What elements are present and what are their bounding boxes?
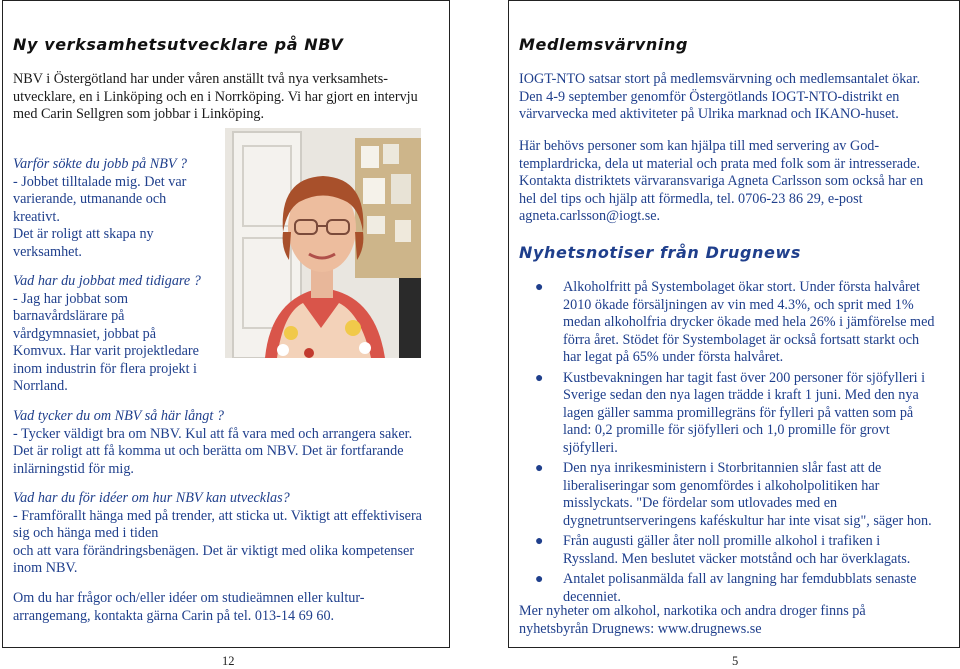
answer-line: inlärningstid för mig. <box>13 460 134 477</box>
answer-line: verksamhet. <box>13 243 82 260</box>
paragraph-line: agneta.carlsson@iogt.se. <box>519 208 661 224</box>
answer-line: varierande, utmanande och <box>13 191 167 207</box>
answer-line: - Tycker väldigt bra om NBV. Kul att få vara med och arrangera saker. <box>13 425 413 442</box>
news-line: Kustbevakningen har tagit fast över 200 personer för sjöfylleri i <box>563 369 926 386</box>
answer-line: inom NBV. <box>13 560 78 576</box>
interview-qa-2 <box>13 273 201 396</box>
paragraph-line: Den 4-9 september genomför Östergötlands IOGT-NTO-distrikt en <box>519 88 900 105</box>
news-line: dygnetruntserveringens kaféskultur har inte visat sig", säger hon. <box>563 512 932 529</box>
paragraph-line: hel del tips och hjälp att förmedla, tel. 0706-23 86 29, e-post <box>519 190 863 207</box>
bullet-icon: ● <box>535 461 544 476</box>
portrait-photo <box>225 128 421 358</box>
news-line: 2010 ökade försäljningen av vin med 4.3%, och sprit med 1% <box>563 296 914 313</box>
answer-line: kreativt. <box>13 208 60 225</box>
page-number-right: 5 <box>732 654 739 668</box>
closing-line: nyhetsbyrån Drugnews: www.drugnews.se <box>519 620 762 637</box>
membership-paragraph-1 <box>519 71 920 124</box>
paragraph-line: templardricka, dela ut material och prata med folk som är intresserade. <box>519 155 921 172</box>
news-line: Den nya inrikesministern i Storbritannien slår fast att de <box>563 460 882 476</box>
news-line: Sverige sedan den nya lagen trädde i kraft 1 juni. Med den nya <box>563 387 919 403</box>
contact-line: Om du har frågor och/eller idéer om studieämnen eller kultur- <box>13 590 365 606</box>
intro-text <box>13 71 418 124</box>
section-heading-drugnews: Nyhetsnotiser från Drugnews <box>519 243 801 262</box>
news-line: liberaliseringar som genomfördes i alkoholpolitiken har <box>563 477 880 494</box>
news-line: Från augusti gäller åter noll promille alkohol i trafiken i <box>563 533 881 549</box>
paragraph-line: Här behövs personer som kan hjälpa till med servering av God- <box>519 138 880 154</box>
closing-line: Mer nyheter om alkohol, narkotika och andra droger finns på <box>519 603 866 619</box>
answer-line: vårdgymnasiet, jobbat på <box>13 325 157 342</box>
contact-note <box>13 590 365 625</box>
answer-line: Komvux. Har varit projektledare <box>13 343 199 359</box>
question: Varför sökte du jobb på NBV ? <box>13 156 187 172</box>
intro-line: NBV i Östergötland har under våren anställt två nya verksamhets- <box>13 71 388 87</box>
left-page <box>2 0 450 648</box>
news-line: har legat på 65% under första halvåret. <box>563 349 784 365</box>
article-heading: Ny verksamhetsutvecklare på NBV <box>13 35 344 54</box>
news-item <box>535 460 955 530</box>
answer-line: - Framförallt hänga med på trender, att sticka ut. Viktigt att effektivisera <box>13 507 422 524</box>
news-list <box>535 279 955 609</box>
news-line: misslyckats. "De fördelar som utlovades med en <box>563 495 838 511</box>
answer-line: sig och hänga med i tiden <box>13 525 159 541</box>
answer-line: Det är roligt att skapa ny <box>13 226 154 242</box>
paragraph-line: IOGT-NTO satsar stort på medlemsvärvning och medlemsantalet ökar. <box>519 71 921 87</box>
news-line: Alkoholfritt på Systembolaget ökar stort. Under första halvåret <box>563 279 920 295</box>
news-line: Ryssland. Men beslutet väcker motstånd och har överklagats. <box>563 550 911 567</box>
news-item <box>535 533 955 568</box>
answer-line: - Jag har jobbat som <box>13 290 129 307</box>
contact-line: arrangemang, kontakta gärna Carin på tel. 013-14 69 60. <box>13 607 335 624</box>
right-page <box>508 0 960 648</box>
question: Vad har du jobbat med tidigare ? <box>13 273 201 289</box>
news-item <box>535 571 955 606</box>
answer-line: inom industrin för flera projekt i <box>13 360 198 377</box>
paragraph-line: värvarvecka med aktiviteter på Ulrika marknad och IKANO-huset. <box>519 106 899 122</box>
question: Vad har du för idéer om hur NBV kan utvecklas? <box>13 490 290 506</box>
bullet-icon: ● <box>535 370 544 386</box>
interview-qa-1 <box>13 156 187 261</box>
bullet-icon: ● <box>535 280 544 295</box>
page-number-left: 12 <box>222 654 235 668</box>
answer-line: Norrland. <box>13 378 68 394</box>
section-heading-membership: Medlemsvärvning <box>519 35 689 54</box>
news-line: decenniet. <box>563 588 621 605</box>
answer-line: - Jobbet tilltalade mig. Det var <box>13 173 187 190</box>
news-line: förra året. Stödet för Systembolaget är också fortsatt starkt och <box>563 331 920 348</box>
news-line: lagen gäller samma promillegräns för fylleri på vatten som på <box>563 404 914 421</box>
bullet-icon: ● <box>535 534 544 549</box>
interview-qa-3 <box>13 408 412 478</box>
question: Vad tycker du om NBV så här långt ? <box>13 408 224 424</box>
news-line: land: 0,2 promille för sjöfylleri och 1,0 promille för grovt <box>563 422 890 438</box>
membership-paragraph-2 <box>519 138 923 226</box>
answer-line: Det är roligt att få komma ut och berätta om NBV. Det är fortfarande <box>13 443 404 459</box>
news-item <box>535 279 955 367</box>
intro-line: med Carin Sellgren som jobbar i Linköping. <box>13 106 265 122</box>
paragraph-line: Kontakta distriktets värvaransvariga Agneta Carlsson som också har en <box>519 173 924 189</box>
news-line: Antalet polisanmälda fall av langning har femdubblats senaste <box>563 571 917 587</box>
answer-line: och att vara förändringsbenägen. Det är viktigt med olika kompetenser <box>13 542 415 559</box>
drugnews-closing <box>519 603 866 638</box>
intro-line: utvecklare, en i Linköping och en i Norrköping. Vi har gjort en intervju <box>13 88 418 105</box>
answer-line: barnavårdslärare på <box>13 308 125 324</box>
bullet-icon: ● <box>535 572 544 587</box>
interview-qa-4 <box>13 490 422 578</box>
news-line: sjöfylleri. <box>563 439 618 456</box>
news-line: medan alkoholfria drycker ökade med hela 26% i jämförelse med <box>563 314 935 330</box>
news-item <box>535 369 955 458</box>
